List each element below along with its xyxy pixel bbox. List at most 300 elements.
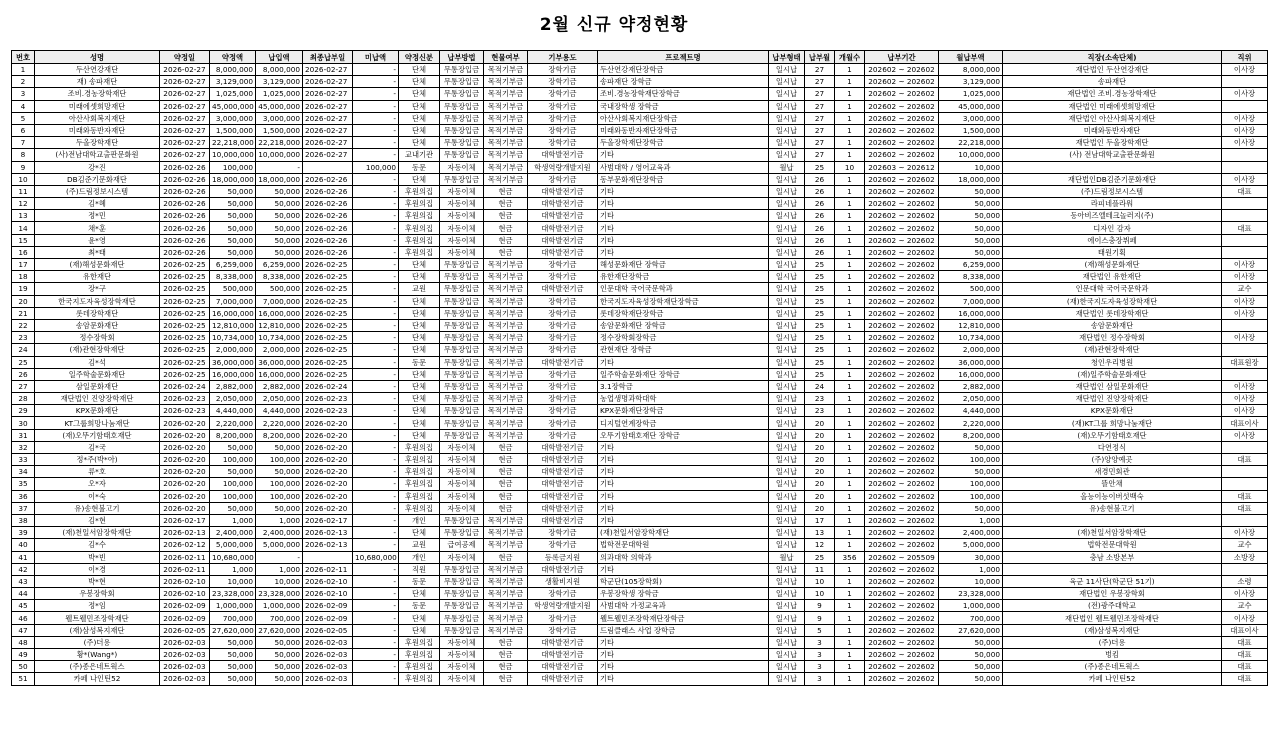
cell-unpaid-amount: -: [353, 490, 399, 502]
cell-period: 202602 ~ 202602: [865, 332, 939, 344]
cell-period: 202602 ~ 202602: [865, 259, 939, 271]
table-row: [12, 173, 1268, 185]
cell-pledge-date: 2026-02-27: [160, 137, 210, 149]
cell-unpaid-amount: -: [353, 198, 399, 210]
cell-last-paid-date: 2026-02-17: [303, 514, 353, 526]
cell-payment-method: 자동이체: [440, 466, 484, 478]
cell-project: (재)천일서암장학재단: [598, 527, 769, 539]
cell-months: 1: [835, 356, 865, 368]
table-row: [12, 295, 1268, 307]
cell-months: 1: [835, 246, 865, 258]
cell-period: 202602 ~ 202602: [865, 283, 939, 295]
cell-name: 오*자: [35, 478, 160, 490]
cell-workplace: 태원기획: [1003, 246, 1222, 258]
cell-project: KPX문화재단장학금: [598, 405, 769, 417]
table-row: [12, 600, 1268, 612]
cell-paid-amount: 1,000,000: [256, 600, 303, 612]
cell-months: 1: [835, 514, 865, 526]
cell-purpose: 장학기금: [528, 76, 598, 88]
cell-pledge-amount: 50,000: [210, 234, 256, 246]
cell-unpaid-amount: -: [353, 319, 399, 331]
cell-period: 202602 ~ 202602: [865, 319, 939, 331]
cell-last-paid-date: 2026-02-24: [303, 380, 353, 392]
cell-workplace: 유)송현불고기: [1003, 502, 1222, 514]
cell-in-kind: 목적기부금: [484, 563, 528, 575]
col-header-pledge-date: 약정일: [160, 51, 210, 64]
cell-payment-type: 월납: [769, 551, 805, 563]
cell-period: 202602 ~ 202602: [865, 76, 939, 88]
cell-unpaid-amount: 100,000: [353, 161, 399, 173]
cell-period: 202602 ~ 202602: [865, 514, 939, 526]
cell-payment-type: 일시납: [769, 673, 805, 685]
cell-workplace: 재단법인 조비.경농장학재단: [1003, 88, 1222, 100]
cell-paid-amount: 50,000: [256, 246, 303, 258]
cell-paid-amount: 12,810,000: [256, 319, 303, 331]
cell-payment-day: 27: [805, 149, 835, 161]
cell-donor-type: 교원: [399, 283, 440, 295]
cell-name: 우봉장학회: [35, 588, 160, 600]
cell-name: 김*혜: [35, 198, 160, 210]
cell-unpaid-amount: -: [353, 283, 399, 295]
col-header-donor-type: 약정신분: [399, 51, 440, 64]
cell-donor-type: 동문: [399, 356, 440, 368]
cell-pledge-date: 2026-02-26: [160, 234, 210, 246]
cell-name: 정수장학회: [35, 332, 160, 344]
cell-pledge-date: 2026-02-24: [160, 380, 210, 392]
cell-donor-type: 단체: [399, 100, 440, 112]
cell-unpaid-amount: -: [353, 112, 399, 124]
cell-pledge-amount: 2,400,000: [210, 527, 256, 539]
cell-payment-method: 자동이체: [440, 198, 484, 210]
cell-workplace: 재단법인DB김준기문화재단: [1003, 173, 1222, 185]
cell-workplace: 디자인 감자: [1003, 222, 1222, 234]
cell-paid-amount: 700,000: [256, 612, 303, 624]
cell-no: 20: [12, 295, 35, 307]
cell-donor-type: 개인: [399, 514, 440, 526]
cell-in-kind: 목적기부금: [484, 612, 528, 624]
cell-period: 202602 ~ 202602: [865, 307, 939, 319]
cell-months: 1: [835, 429, 865, 441]
cell-pledge-amount: 50,000: [210, 246, 256, 258]
cell-name: KT그룹희망나눔재단: [35, 417, 160, 429]
cell-payment-day: 9: [805, 600, 835, 612]
cell-name: 유한재단: [35, 271, 160, 283]
cell-payment-type: 일시납: [769, 210, 805, 222]
cell-position: 이사장: [1222, 527, 1268, 539]
cell-project: 기타: [598, 185, 769, 197]
cell-payment-method: 무통장입금: [440, 405, 484, 417]
cell-last-paid-date: 2026-02-25: [303, 259, 353, 271]
cell-purpose: 장학기금: [528, 137, 598, 149]
cell-no: 45: [12, 600, 35, 612]
cell-no: 24: [12, 344, 35, 356]
cell-pledge-amount: 500,000: [210, 283, 256, 295]
cell-payment-type: 일시납: [769, 112, 805, 124]
cell-payment-method: 자동이체: [440, 649, 484, 661]
cell-payment-day: 27: [805, 76, 835, 88]
cell-no: 12: [12, 198, 35, 210]
cell-name: 두산연강재단: [35, 64, 160, 76]
cell-monthly-amount: 10,000: [939, 161, 1003, 173]
cell-unpaid-amount: -: [353, 246, 399, 258]
cell-workplace: 라피네플라워: [1003, 198, 1222, 210]
col-header-position: 직위: [1222, 51, 1268, 64]
cell-period: 202602 ~ 202602: [865, 356, 939, 368]
cell-donor-type: 후원의집: [399, 222, 440, 234]
cell-last-paid-date: 2026-02-03: [303, 649, 353, 661]
cell-donor-type: 단체: [399, 173, 440, 185]
cell-months: 1: [835, 198, 865, 210]
cell-paid-amount: 2,050,000: [256, 393, 303, 405]
cell-pledge-amount: 27,620,000: [210, 624, 256, 636]
cell-no: 16: [12, 246, 35, 258]
cell-period: 202602 ~ 202602: [865, 393, 939, 405]
table-row: [12, 271, 1268, 283]
cell-name: 카페 나인틴52: [35, 673, 160, 685]
cell-payment-day: 27: [805, 112, 835, 124]
cell-purpose: 장학기금: [528, 88, 598, 100]
cell-period: 202602 ~ 202602: [865, 124, 939, 136]
cell-no: 29: [12, 405, 35, 417]
cell-payment-day: 20: [805, 417, 835, 429]
cell-name: 미래와동반자재단: [35, 124, 160, 136]
cell-unpaid-amount: -: [353, 393, 399, 405]
cell-monthly-amount: 50,000: [939, 441, 1003, 453]
cell-no: 21: [12, 307, 35, 319]
cell-purpose: 장학기금: [528, 259, 598, 271]
cell-position: 교수: [1222, 283, 1268, 295]
cell-last-paid-date: 2026-02-26: [303, 234, 353, 246]
cell-paid-amount: 10,000: [256, 575, 303, 587]
cell-paid-amount: 500,000: [256, 283, 303, 295]
cell-unpaid-amount: -: [353, 441, 399, 453]
cell-pledge-date: 2026-02-27: [160, 124, 210, 136]
cell-name: (사)전남대학교출판문화원: [35, 149, 160, 161]
cell-paid-amount: 1,500,000: [256, 124, 303, 136]
cell-payment-day: 25: [805, 368, 835, 380]
cell-pledge-amount: 100,000: [210, 454, 256, 466]
cell-period: 202602 ~ 202602: [865, 198, 939, 210]
cell-pledge-date: 2026-02-20: [160, 466, 210, 478]
cell-payment-day: 3: [805, 673, 835, 685]
cell-pledge-date: 2026-02-27: [160, 64, 210, 76]
cell-last-paid-date: 2026-02-20: [303, 429, 353, 441]
cell-pledge-amount: 2,220,000: [210, 417, 256, 429]
cell-period: 202602 ~ 202602: [865, 271, 939, 283]
cell-payment-type: 일시납: [769, 319, 805, 331]
cell-period: 202602 ~ 205509: [865, 551, 939, 563]
cell-last-paid-date: 2026-02-27: [303, 112, 353, 124]
cell-in-kind: 현금: [484, 478, 528, 490]
cell-months: 1: [835, 124, 865, 136]
cell-no: 22: [12, 319, 35, 331]
cell-name: (재)관현장학재단: [35, 344, 160, 356]
cell-period: 202602 ~ 202602: [865, 344, 939, 356]
table-row: [12, 88, 1268, 100]
cell-project: 학군단(105장학회): [598, 575, 769, 587]
cell-no: 51: [12, 673, 35, 685]
cell-monthly-amount: 2,882,000: [939, 380, 1003, 392]
cell-position: 이사장: [1222, 307, 1268, 319]
cell-position: [1222, 466, 1268, 478]
cell-payment-method: 무통장입금: [440, 283, 484, 295]
table-row: [12, 356, 1268, 368]
cell-no: 26: [12, 368, 35, 380]
cell-donor-type: 동문: [399, 161, 440, 173]
cell-project: 사범대학 / 영어교육과: [598, 161, 769, 173]
cell-donor-type: 동문: [399, 575, 440, 587]
cell-pledge-amount: 2,882,000: [210, 380, 256, 392]
cell-in-kind: 목적기부금: [484, 149, 528, 161]
cell-no: 42: [12, 563, 35, 575]
cell-purpose: 대학발전기금: [528, 478, 598, 490]
table-row: [12, 649, 1268, 661]
cell-in-kind: 현금: [484, 246, 528, 258]
cell-pledge-amount: 36,000,000: [210, 356, 256, 368]
cell-no: 44: [12, 588, 35, 600]
cell-position: [1222, 161, 1268, 173]
cell-purpose: 학생역량개발지원: [528, 600, 598, 612]
cell-donor-type: 단체: [399, 307, 440, 319]
cell-name: 조비.경농장학재단: [35, 88, 160, 100]
cell-payment-type: 일시납: [769, 100, 805, 112]
cell-position: 대표원장: [1222, 356, 1268, 368]
cell-donor-type: 후원의집: [399, 490, 440, 502]
cell-in-kind: 목적기부금: [484, 64, 528, 76]
cell-payment-day: 26: [805, 210, 835, 222]
cell-in-kind: 목적기부금: [484, 344, 528, 356]
cell-payment-day: 25: [805, 271, 835, 283]
cell-in-kind: 목적기부금: [484, 295, 528, 307]
cell-in-kind: 목적기부금: [484, 259, 528, 271]
cell-payment-method: 무통장입금: [440, 344, 484, 356]
cell-in-kind: 현금: [484, 441, 528, 453]
cell-no: 32: [12, 441, 35, 453]
cell-monthly-amount: 50,000: [939, 210, 1003, 222]
cell-name: 윤*영: [35, 234, 160, 246]
cell-no: 49: [12, 649, 35, 661]
cell-workplace: (주)종은네트웍스: [1003, 661, 1222, 673]
cell-period: 202602 ~ 202602: [865, 563, 939, 575]
cell-period: 202602 ~ 202602: [865, 368, 939, 380]
cell-pledge-amount: 3,000,000: [210, 112, 256, 124]
cell-last-paid-date: 2026-02-10: [303, 575, 353, 587]
cell-name: 장*구: [35, 283, 160, 295]
cell-payment-day: 25: [805, 161, 835, 173]
cell-unpaid-amount: -: [353, 527, 399, 539]
cell-workplace: (주)드림정보시스템: [1003, 185, 1222, 197]
cell-workplace: 새경민회관: [1003, 466, 1222, 478]
cell-last-paid-date: 2026-02-03: [303, 661, 353, 673]
cell-purpose: 등록금지원: [528, 551, 598, 563]
cell-purpose: 장학기금: [528, 112, 598, 124]
cell-payment-type: 일시납: [769, 344, 805, 356]
cell-purpose: 대학발전기금: [528, 283, 598, 295]
cell-donor-type: 교내기관: [399, 149, 440, 161]
cell-pledge-amount: 50,000: [210, 636, 256, 648]
cell-donor-type: 후원의집: [399, 454, 440, 466]
cell-payment-type: 일시납: [769, 502, 805, 514]
cell-monthly-amount: 100,000: [939, 490, 1003, 502]
cell-position: [1222, 234, 1268, 246]
cell-monthly-amount: 50,000: [939, 636, 1003, 648]
cell-workplace: 청인우리병원: [1003, 356, 1222, 368]
table-row: [12, 661, 1268, 673]
cell-period: 202602 ~ 202602: [865, 417, 939, 429]
cell-months: 1: [835, 332, 865, 344]
table-row: [12, 405, 1268, 417]
cell-payment-method: 무통장입금: [440, 417, 484, 429]
cell-in-kind: 현금: [484, 551, 528, 563]
cell-project: 정수장학회장학금: [598, 332, 769, 344]
cell-months: 1: [835, 478, 865, 490]
cell-payment-method: 무통장입금: [440, 527, 484, 539]
cell-unpaid-amount: -: [353, 612, 399, 624]
cell-months: 1: [835, 393, 865, 405]
cell-in-kind: 현금: [484, 490, 528, 502]
cell-workplace: KPX문화재단: [1003, 405, 1222, 417]
cell-purpose: 장학기금: [528, 624, 598, 636]
cell-pledge-amount: 50,000: [210, 502, 256, 514]
cell-paid-amount: 50,000: [256, 198, 303, 210]
cell-purpose: 장학기금: [528, 332, 598, 344]
table-row: [12, 466, 1268, 478]
cell-purpose: 생활비지원: [528, 575, 598, 587]
col-header-monthly-amount: 월납부액: [939, 51, 1003, 64]
cell-unpaid-amount: -: [353, 563, 399, 575]
cell-monthly-amount: 100,000: [939, 454, 1003, 466]
cell-in-kind: 현금: [484, 673, 528, 685]
cell-project: 기타: [598, 490, 769, 502]
cell-pledge-date: 2026-02-10: [160, 588, 210, 600]
cell-unpaid-amount: -: [353, 137, 399, 149]
cell-paid-amount: 36,000,000: [256, 356, 303, 368]
cell-no: 41: [12, 551, 35, 563]
table-row: [12, 319, 1268, 331]
cell-payment-type: 일시납: [769, 600, 805, 612]
cell-no: 50: [12, 661, 35, 673]
col-header-in-kind: 현물여부: [484, 51, 528, 64]
cell-name: 류*호: [35, 466, 160, 478]
table-row: [12, 478, 1268, 490]
cell-pledge-amount: 50,000: [210, 466, 256, 478]
table-row: [12, 575, 1268, 587]
cell-monthly-amount: 10,000: [939, 575, 1003, 587]
cell-project: 미래와동반자재단장학금: [598, 124, 769, 136]
cell-unpaid-amount: -: [353, 271, 399, 283]
cell-monthly-amount: 500,000: [939, 283, 1003, 295]
cell-donor-type: 개인: [399, 551, 440, 563]
cell-no: 47: [12, 624, 35, 636]
cell-donor-type: 후원의집: [399, 441, 440, 453]
cell-no: 40: [12, 539, 35, 551]
cell-workplace: 재단법인 두산연강재단: [1003, 64, 1222, 76]
cell-workplace: 에이스충장뷔페: [1003, 234, 1222, 246]
cell-payment-type: 일시납: [769, 271, 805, 283]
cell-last-paid-date: 2026-02-25: [303, 295, 353, 307]
cell-period: 202602 ~ 202602: [865, 441, 939, 453]
cell-unpaid-amount: -: [353, 380, 399, 392]
cell-payment-type: 일시납: [769, 490, 805, 502]
cell-donor-type: 교원: [399, 539, 440, 551]
cell-payment-method: 무통장입금: [440, 295, 484, 307]
cell-payment-type: 일시납: [769, 417, 805, 429]
cell-monthly-amount: 18,000,000: [939, 173, 1003, 185]
cell-project: 드림클래스 사업 장학금: [598, 624, 769, 636]
cell-project: 롯데장학재단장학금: [598, 307, 769, 319]
cell-payment-day: 25: [805, 356, 835, 368]
cell-unpaid-amount: -: [353, 514, 399, 526]
cell-payment-method: 자동이체: [440, 234, 484, 246]
cell-monthly-amount: 50,000: [939, 198, 1003, 210]
cell-payment-method: 무통장입금: [440, 307, 484, 319]
cell-payment-day: 25: [805, 319, 835, 331]
cell-last-paid-date: 2026-02-20: [303, 478, 353, 490]
cell-position: [1222, 563, 1268, 575]
cell-months: 1: [835, 295, 865, 307]
cell-position: [1222, 149, 1268, 161]
cell-payment-day: 25: [805, 344, 835, 356]
cell-position: [1222, 478, 1268, 490]
cell-position: [1222, 210, 1268, 222]
cell-payment-day: 5: [805, 624, 835, 636]
cell-purpose: 대학발전기금: [528, 210, 598, 222]
cell-workplace: (재)천일서암장학재단: [1003, 527, 1222, 539]
cell-project: 두올장학재단장학금: [598, 137, 769, 149]
cell-last-paid-date: 2026-02-27: [303, 100, 353, 112]
cell-name: (주)드림정보시스템: [35, 185, 160, 197]
cell-monthly-amount: 2,000,000: [939, 344, 1003, 356]
cell-payment-type: 일시납: [769, 661, 805, 673]
cell-purpose: 대학발전기금: [528, 514, 598, 526]
cell-months: 1: [835, 88, 865, 100]
cell-no: 7: [12, 137, 35, 149]
cell-position: 대표이사: [1222, 624, 1268, 636]
cell-in-kind: 현금: [484, 466, 528, 478]
cell-project: 기타: [598, 149, 769, 161]
cell-workplace: 다연정식: [1003, 441, 1222, 453]
cell-months: 1: [835, 112, 865, 124]
cell-monthly-amount: 50,000: [939, 234, 1003, 246]
cell-payment-day: 9: [805, 612, 835, 624]
cell-months: 10: [835, 161, 865, 173]
cell-project: 기타: [598, 673, 769, 685]
cell-period: 202602 ~ 202602: [865, 673, 939, 685]
cell-paid-amount: 5,000,000: [256, 539, 303, 551]
cell-donor-type: 단체: [399, 271, 440, 283]
cell-donor-type: 단체: [399, 332, 440, 344]
cell-name: 일주학술문화재단: [35, 368, 160, 380]
cell-last-paid-date: 2026-02-25: [303, 344, 353, 356]
cell-payment-type: 일시납: [769, 124, 805, 136]
cell-pledge-date: 2026-02-25: [160, 295, 210, 307]
cell-payment-method: 자동이체: [440, 661, 484, 673]
cell-pledge-date: 2026-02-26: [160, 198, 210, 210]
cell-months: 1: [835, 222, 865, 234]
cell-payment-type: 월납: [769, 161, 805, 173]
cell-no: 5: [12, 112, 35, 124]
cell-pledge-amount: 6,259,000: [210, 259, 256, 271]
cell-project: 오뚜기함태호재단 장학금: [598, 429, 769, 441]
cell-payment-method: 무통장입금: [440, 100, 484, 112]
cell-months: 1: [835, 649, 865, 661]
cell-no: 35: [12, 478, 35, 490]
cell-project: 디지털연계장학금: [598, 417, 769, 429]
cell-payment-day: 20: [805, 502, 835, 514]
table-row: [12, 283, 1268, 295]
cell-payment-type: 일시납: [769, 185, 805, 197]
cell-name: 황*(Wang*): [35, 649, 160, 661]
